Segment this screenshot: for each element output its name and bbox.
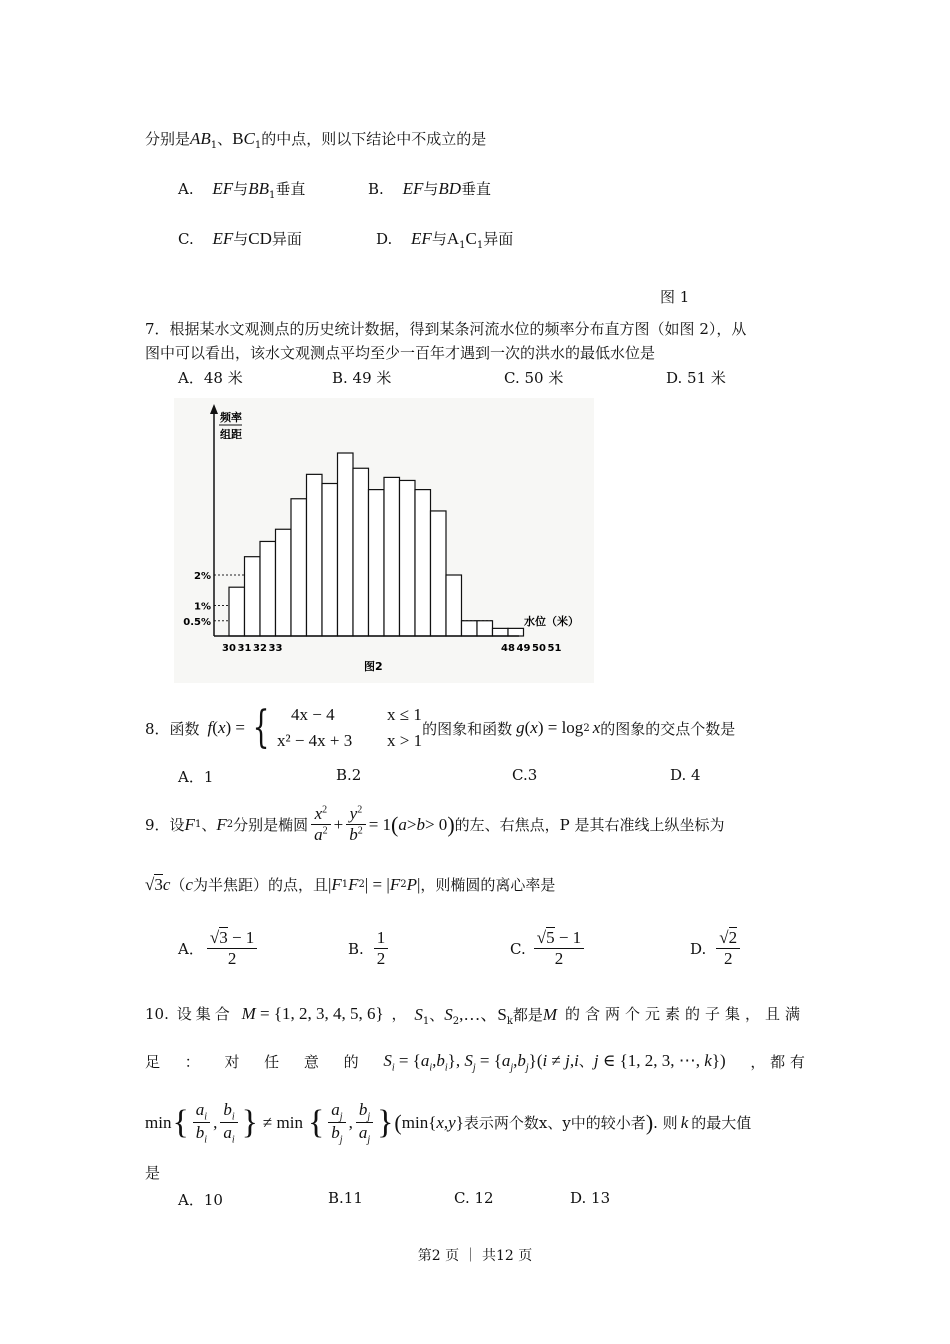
page-footer: 第2 页 ｜ 共12 页 bbox=[417, 1248, 533, 1264]
q7-stem-line1: 7．根据某水文观测点的历史统计数据，得到某条河流水位的频率分布直方图（如图 2），从 bbox=[145, 320, 747, 338]
q9-mid1: 分别是椭圆 bbox=[233, 816, 309, 834]
q10-option-b: B.11 bbox=[328, 1189, 363, 1207]
histogram-bar bbox=[260, 541, 276, 636]
q8-option-c: C.3 bbox=[512, 766, 538, 784]
y-label-bottom: 组距 bbox=[220, 428, 242, 441]
frac-bj-aj: $\frac{b_j}{a_j}$ bbox=[356, 1100, 373, 1146]
frac-sqrt5-minus1-over2: $\frac{√5 - 1}{2}$ bbox=[534, 928, 584, 969]
rel-skew: 异面 bbox=[483, 230, 514, 248]
q10-word: ： bbox=[184, 1053, 200, 1072]
option-letter: C. bbox=[510, 939, 526, 958]
q10-number: 10. bbox=[145, 1004, 169, 1023]
case1-expr: 4x − 4 bbox=[291, 705, 335, 724]
chart-title: 图2 bbox=[364, 660, 383, 673]
q6-option-b: B. EF与BD垂直 bbox=[368, 179, 492, 198]
q7-option-b: B. 49 米 bbox=[332, 369, 392, 387]
case2-cond: x > 1 bbox=[387, 731, 423, 750]
x-axis-label: 水位（米） bbox=[524, 615, 579, 628]
frac-ai-bi: $\frac{a_i}{b_i}$ bbox=[193, 1100, 210, 1146]
histogram-bar bbox=[477, 621, 493, 636]
histogram-figure-2 bbox=[174, 398, 594, 683]
histogram-bar bbox=[508, 628, 524, 636]
q10-option-c: C. 12 bbox=[454, 1189, 494, 1207]
histogram-bar bbox=[415, 490, 431, 636]
histogram-bar bbox=[338, 453, 354, 636]
q10-word: 对 bbox=[224, 1053, 240, 1072]
ellipse-frac-x: $\frac{x^2}{a^2}$ bbox=[311, 804, 331, 845]
q10-line1: 10. 设集合 M = {1, 2, 3, 4, 5, 6} ， $S_1$、$S_2,\dots$、$S_k$都是M 的含两个元素的子集，且满 bbox=[145, 1003, 805, 1027]
q9-option-c bbox=[510, 928, 587, 969]
histogram-bar bbox=[431, 511, 447, 636]
option-letter: A． bbox=[178, 940, 204, 958]
q9-option-d bbox=[690, 928, 743, 969]
q8-option-a: A．1 bbox=[178, 768, 214, 786]
q10-subset-condition: $S_i = \{a_i,b_i\}$, $S_j = \{a_j,b_j\}(i \ne j,i$、j ∈ {1, 2, 3, ⋯, k}) bbox=[383, 1051, 726, 1074]
x-tick-label: 32 bbox=[253, 643, 267, 654]
q9-option-a bbox=[178, 928, 260, 969]
case2-expr: x² − 4x + 3 bbox=[277, 731, 353, 750]
q9-stem-line2: √ 3 c （ c 为半焦距）的点，且 | F 1 F 2 | = | F 2 P | ，则椭圆的离心率是 bbox=[145, 874, 556, 894]
q6-text-a: 分别是 bbox=[145, 130, 191, 148]
x-tick-label: 48 bbox=[501, 643, 515, 654]
q10-min-definition: 表示两个数x、y中的较小者 bbox=[463, 1114, 646, 1133]
q10-text-d: 都是 bbox=[512, 1006, 543, 1024]
q8-prefix: 8．函数 bbox=[145, 719, 200, 738]
x-tick-label: 31 bbox=[237, 643, 252, 654]
q9-line2-c: ，则椭圆的离心率是 bbox=[420, 876, 556, 894]
x-tick-label: 33 bbox=[268, 643, 283, 654]
q10-line4: 是 bbox=[145, 1164, 161, 1182]
histogram-bar bbox=[353, 468, 369, 636]
histogram-bar bbox=[493, 628, 509, 636]
q7-stem-line2: 图中可以看出，该水文观测点平均至少一百年才遇到一次的洪水的最低水位是 bbox=[145, 344, 656, 362]
histogram-bar bbox=[276, 529, 292, 636]
rel-with: 与 bbox=[233, 180, 249, 198]
q8-stem: 8．函数 f ( x ) = { 4x − 4 x ≤ 1 x² − 4x + 3 x > 1 的图象和函数 g ( x ) = log 2 x 的图象的交点个数是 bbox=[145, 702, 736, 753]
histogram-bar bbox=[369, 490, 385, 636]
histogram-bar bbox=[322, 484, 338, 637]
q9-mid2: 的左、右焦点，P 是其右准线上纵坐标为 bbox=[454, 816, 725, 834]
frac-1-over-2: $\frac{1}{2}$ bbox=[374, 928, 389, 969]
q8-option-b: B.2 bbox=[336, 766, 362, 784]
ellipse-frac-y: $\frac{y^2}{b^2}$ bbox=[346, 804, 366, 845]
option-letter: A. bbox=[178, 180, 194, 198]
q10-word: 意 bbox=[303, 1053, 319, 1072]
y-tick-label: 0.5% bbox=[183, 616, 211, 628]
rel-with: 与 bbox=[233, 230, 249, 248]
option-letter: D. bbox=[690, 939, 707, 958]
q10-word: 的 bbox=[343, 1053, 359, 1072]
q6-stem: 分别是$AB_1$、$BC_1$的中点，则以下结论中不成立的是 bbox=[145, 129, 487, 151]
q10-text-c: ， bbox=[391, 1005, 407, 1023]
q7-option-a: A．48 米 bbox=[178, 369, 243, 387]
rel-with: 与 bbox=[431, 230, 447, 248]
rel-perp: 垂直 bbox=[461, 180, 492, 198]
rel-with: 与 bbox=[423, 180, 439, 198]
frac-sqrt3-minus1-over2: $\frac{√3 - 1}{2}$ bbox=[207, 928, 257, 969]
q10-l3-end: 的最大值 bbox=[691, 1114, 752, 1133]
q9-line2-a: （ bbox=[170, 876, 186, 894]
q10-word: 足 bbox=[145, 1053, 161, 1072]
q9-stem-line1: 9．设 F 1 、 F 2 分别是椭圆 $\frac{x^2}{a^2}$ + $\frac{y^2}{b^2}$ = 1 ( a > b > 0 ) 的左、右焦点，P 是其右准线上纵坐标为 bbox=[145, 804, 725, 844]
q10-text-e: 的含两个元素的子集，且满 bbox=[564, 1005, 805, 1023]
histogram-bar bbox=[384, 477, 400, 636]
q9-line2-b: 为半焦距）的点，且 bbox=[192, 876, 328, 894]
x-tick-label: 50 bbox=[532, 643, 546, 654]
x-tick-label: 51 bbox=[547, 643, 562, 654]
frac-bi-ai: $\frac{b_i}{a_i}$ bbox=[220, 1100, 237, 1146]
histogram-bar bbox=[307, 474, 323, 636]
q10-line3: min { $\frac{a_i}{b_i}$ , $\frac{b_i}{a_i}$ } ≠ min { $\frac{a_j}{b_j}$ , $\frac{b_j}{a_j}$ } ( min{ x , y } 表示两个数x、y中的较小者 ) . 则 k 的最大值 bbox=[145, 1100, 752, 1146]
piecewise-cases bbox=[277, 702, 422, 754]
q6-option-d: D. EF与$A_1C_1$异面 bbox=[376, 229, 514, 251]
y-label-top: 频率 bbox=[220, 411, 242, 424]
q10-option-d: D. 13 bbox=[570, 1189, 611, 1207]
q7-option-d: D. 51 米 bbox=[666, 369, 726, 387]
x-tick-label: 49 bbox=[516, 643, 531, 654]
option-letter: D. bbox=[376, 230, 393, 248]
q8-suffix: 的图象的交点个数是 bbox=[600, 719, 736, 738]
case1-cond: x ≤ 1 bbox=[387, 705, 422, 724]
q9-option-b bbox=[348, 928, 391, 969]
q10-option-a: A．10 bbox=[178, 1191, 223, 1209]
frac-aj-bj: $\frac{a_j}{b_j}$ bbox=[328, 1100, 345, 1146]
y-tick-label: 2% bbox=[194, 571, 211, 582]
rel-perp: 垂直 bbox=[275, 180, 306, 198]
q7-option-c: C. 50 米 bbox=[504, 369, 564, 387]
q6-text-b: 的中点，则以下结论中不成立的是 bbox=[261, 130, 487, 148]
histogram-bar bbox=[400, 480, 416, 636]
option-letter: B. bbox=[348, 939, 364, 958]
q8-middle: 的图象和函数 bbox=[422, 719, 513, 738]
piecewise-brace: { bbox=[252, 702, 270, 753]
histogram-bar bbox=[229, 587, 245, 636]
histogram-bar bbox=[245, 557, 261, 636]
x-tick-label: 30 bbox=[222, 643, 236, 654]
histogram-bar bbox=[291, 499, 307, 636]
option-letter: C. bbox=[178, 230, 194, 248]
q9-prefix: 9．设 bbox=[145, 816, 185, 834]
y-tick-label: 1% bbox=[194, 601, 211, 613]
q10-word: 任 bbox=[264, 1053, 280, 1072]
q10-text-b: 设集合 bbox=[176, 1005, 234, 1023]
histogram-bar bbox=[462, 621, 478, 636]
q10-line2 bbox=[145, 1050, 805, 1073]
figure-1-label: 图 1 bbox=[660, 288, 690, 306]
frac-sqrt2-over2: $\frac{√2}{2}$ bbox=[716, 928, 740, 969]
q6-option-c: C. EF与CD异面 bbox=[178, 229, 302, 248]
rel-skew: 异面 bbox=[271, 230, 302, 248]
q8-option-d: D. 4 bbox=[670, 766, 701, 784]
q10-l2-tail: ， 都 有 bbox=[750, 1053, 805, 1072]
q10-l3-tail: . 则 bbox=[653, 1114, 678, 1133]
q6-option-a: A. EF与$BB_1$垂直 bbox=[178, 179, 306, 201]
histogram-bar bbox=[446, 575, 462, 636]
option-letter: B. bbox=[368, 180, 384, 198]
